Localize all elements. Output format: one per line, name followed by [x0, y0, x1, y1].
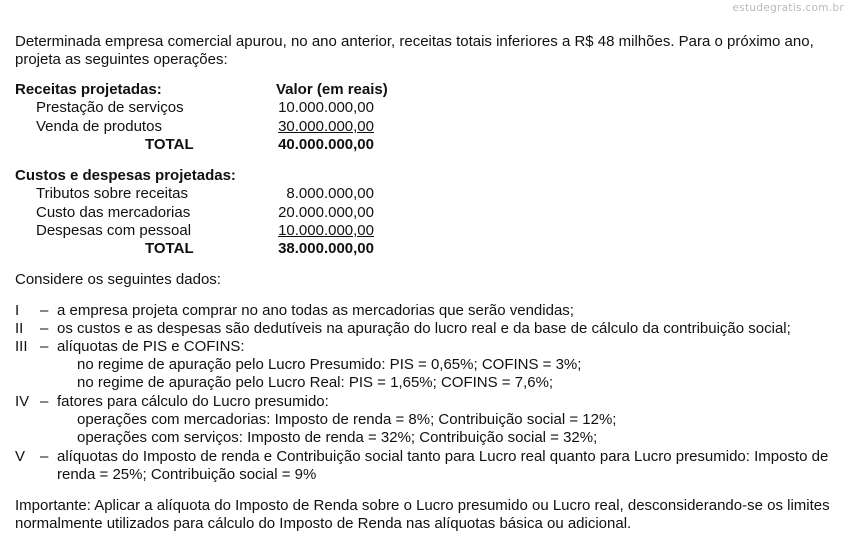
- custos-row-label: Custo das mercadorias: [36, 204, 191, 221]
- receitas-row-value: 10.000.000,00: [278, 99, 374, 116]
- receitas-heading: Receitas projetadas:: [15, 81, 162, 98]
- custos-row-value: 10.000.000,00: [278, 222, 374, 239]
- item-text: fatores para cálculo do Lucro presumido:: [57, 393, 329, 410]
- item-dash: –: [40, 338, 49, 355]
- item-text: a empresa projeta comprar no ano todas as mercadorias que serão vendidas;: [57, 302, 574, 319]
- item-roman: II: [15, 320, 24, 337]
- item-subline: operações com mercadorias: Imposto de renda = 8%; Contribuição social = 12%;: [77, 411, 617, 428]
- item-text: os custos e as despesas são dedutíveis na apuração do lucro real e da base de cálculo da contribuição social;: [57, 320, 791, 337]
- item-roman: V: [15, 448, 26, 465]
- item-text-continued: renda = 25%; Contribuição social = 9%: [57, 466, 317, 483]
- item-text: alíquotas de PIS e COFINS:: [57, 338, 245, 355]
- value-heading: Valor (em reais): [276, 81, 388, 98]
- custos-row-label: Tributos sobre receitas: [36, 185, 189, 202]
- item-roman: III: [15, 338, 28, 355]
- custos-row-value: 8.000.000,00: [286, 185, 374, 202]
- item-dash: –: [40, 320, 49, 337]
- item-dash: –: [40, 302, 49, 319]
- item-dash: –: [40, 448, 49, 465]
- item-roman: I: [15, 302, 20, 319]
- custos-row-label: Despesas com pessoal: [36, 222, 192, 239]
- consider-line: Considere os seguintes dados:: [15, 271, 221, 288]
- custos-total-value: 38.000.000,00: [278, 240, 374, 257]
- item-text: alíquotas do Imposto de renda e Contribuição social tanto para Lucro real quanto para Lucro presumido: Imposto de: [57, 448, 829, 465]
- receitas-total-label: TOTAL: [145, 136, 194, 153]
- receitas-row-label: Venda de produtos: [36, 118, 162, 135]
- custos-row-value: 20.000.000,00: [278, 204, 374, 221]
- receitas-total-value: 40.000.000,00: [278, 136, 374, 153]
- item-subline: operações com serviços: Imposto de renda = 32%; Contribuição social = 32%;: [77, 429, 598, 446]
- receitas-row-value: 30.000.000,00: [278, 118, 374, 135]
- intro-paragraph: Determinada empresa comercial apurou, no ano anterior, receitas totais inferiores a R$ 48 milhões. Para o próximo ano, projeta as seguintes operações:: [15, 33, 814, 68]
- item-roman: IV: [15, 393, 30, 410]
- important-note: Importante: Aplicar a alíquota do Imposto de Renda sobre o Lucro presumido ou Lucro real, desconsiderando-se os limites normalmente utilizados para cálculo do Imposto de Renda nas alíquotas básica ou adicional.: [15, 497, 830, 532]
- item-dash: –: [40, 393, 49, 410]
- watermark: estudegratis.com.br: [732, 2, 844, 14]
- item-subline: no regime de apuração pelo Lucro Real: PIS = 1,65%; COFINS = 7,6%;: [77, 374, 554, 391]
- custos-total-label: TOTAL: [145, 240, 194, 257]
- receitas-row-label: Prestação de serviços: [36, 99, 184, 116]
- custos-heading: Custos e despesas projetadas:: [15, 167, 236, 184]
- item-subline: no regime de apuração pelo Lucro Presumido: PIS = 0,65%; COFINS = 3%;: [77, 356, 582, 373]
